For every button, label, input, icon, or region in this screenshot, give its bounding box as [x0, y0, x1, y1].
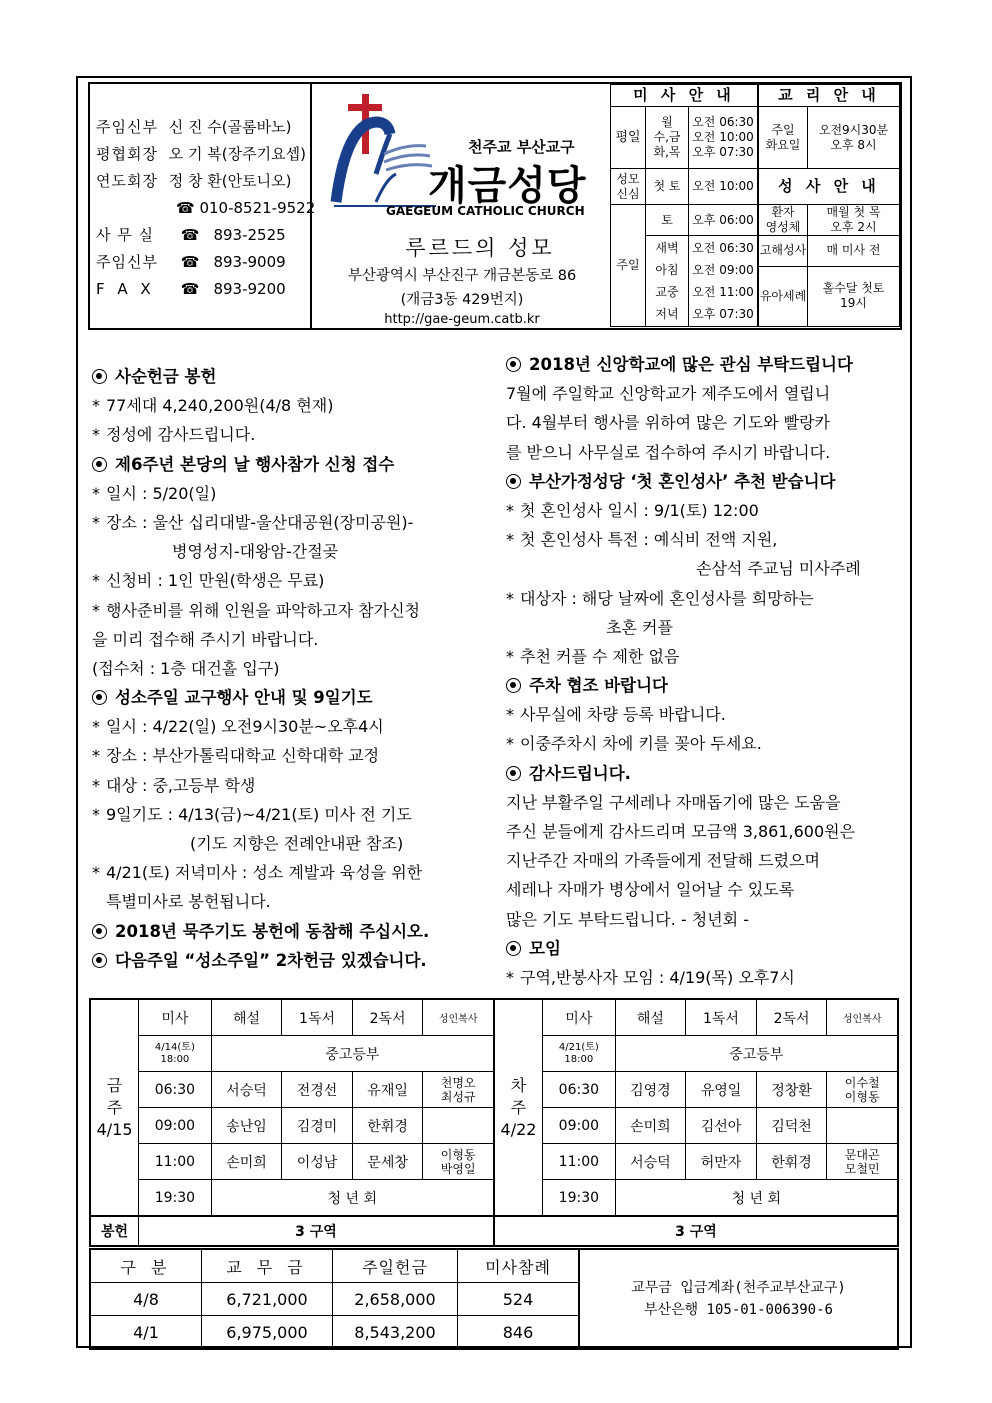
diocese-name: 천주교 부산교구	[468, 138, 575, 156]
contact-row-council: 평협회장 오 기 복(장주기요셉)	[96, 145, 306, 163]
church-logo-block	[314, 84, 610, 328]
website-link[interactable]: http://gae-geum.catb.kr	[384, 312, 540, 327]
sacrament-title: 성 사 안 내	[758, 169, 900, 205]
notice-heading: 모임	[506, 934, 906, 963]
bullet-icon	[506, 357, 521, 372]
account-info: 교무금 입금계좌(천주교부산교구) 부산은행 105-01-006390-6	[579, 1249, 898, 1349]
phone-icon: ☎	[176, 199, 195, 217]
bullet-icon	[92, 953, 107, 968]
star-icon: *	[92, 600, 100, 620]
bullet-icon	[92, 369, 107, 384]
mobile-row: ☎ 010-8521-9522	[176, 199, 316, 217]
bullet-icon	[506, 766, 521, 781]
bullet-icon	[92, 457, 107, 472]
first-sat-time: 오전 10:00	[689, 169, 759, 205]
parish-patron: 루르드의 성모	[405, 236, 555, 260]
bullet-icon	[506, 474, 521, 489]
contact-panel	[90, 84, 316, 328]
next-week-offering: 3 구역	[494, 1216, 898, 1246]
this-week-offering: 3 구역	[139, 1216, 494, 1246]
notice-heading: 다음주일 “성소주일” 2차헌금 있겠습니다.	[92, 946, 492, 975]
mass-info-title: 미 사 안 내	[611, 85, 759, 107]
star-icon: *	[506, 646, 514, 666]
ministry-schedule-table: 금 주 4/15 미사 해설 1독서 2독서 성인복사 차 주 4/22 미사 해설 1독서 2독서 성인복사 4/14(토) 18:00 중고등부 4/21(토) 18:00 중고등부 06:30 서승덕 전경선 유재일 천명오 최성규 06:30 김영경 유영일 정창환 이수철 이형동 09:00 송난임 김경미 한휘경 09:00 손미희 김선아 김덕천 11:00 손미희 이성남 문세창 이형동 박영일 11:00 서승덕 허만자 한휘경 문대곤 모철민 19:30 청 년 회 19:30 청 년 회 봉헌 3 구역 3 구역	[89, 998, 899, 1247]
bullet-icon	[506, 941, 521, 956]
star-icon: *	[506, 705, 514, 725]
weekday-days: 월 수,금 화,목	[646, 107, 689, 169]
star-icon: *	[92, 775, 100, 795]
catechism-days: 주일 화요일	[758, 107, 808, 169]
star-icon: *	[92, 571, 100, 591]
notice-heading: 사순헌금 봉헌	[92, 362, 492, 391]
notice-heading: 감사드립니다.	[506, 759, 906, 788]
star-icon: *	[92, 512, 100, 532]
catechism-title: 교 리 안 내	[758, 85, 900, 107]
star-icon: *	[92, 483, 100, 503]
contact-row-yeondo: 연도회장 정 창 환(안토니오)	[96, 172, 292, 190]
header	[88, 82, 902, 330]
bullet-icon	[92, 690, 107, 705]
notice-heading: 제6주년 본당의 날 행사참가 신청 접수	[92, 450, 492, 479]
first-sat-label: 성모 신심	[611, 169, 646, 205]
sick-communion-time: 매월 첫 목 오후 2시	[808, 205, 900, 236]
phone-row-pastor: 주임신부 ☎ 893-9009	[96, 253, 286, 271]
sunday-label: 주일	[611, 205, 646, 327]
sacrament-cells	[758, 236, 900, 327]
notice-heading: 주차 협조 바랍니다	[506, 671, 906, 700]
this-week-label: 금 주 4/15	[90, 999, 139, 1216]
next-week-label: 차 주 4/22	[494, 999, 543, 1216]
address-line-1: 부산광역시 부산진구 개금본동로 86	[347, 268, 577, 284]
weekday-label: 평일	[611, 107, 646, 169]
notice-heading: 성소주일 교구행사 안내 및 9일기도	[92, 683, 492, 712]
bullet-icon	[506, 678, 521, 693]
finance-table: 구 분 교 무 금 주일헌금 미사참례 교무금 입금계좌(천주교부산교구) 부산은행 105-01-006390-6 4/8 6,721,000 2,658,000 524 4/1 6,975,000 8,543,200 846	[89, 1248, 899, 1350]
phone-icon: ☎	[180, 253, 200, 271]
catechism-times: 오전9시30분 오후 8시	[808, 107, 900, 169]
infant-baptism-time: 홀수달 첫토 19시	[808, 266, 900, 326]
star-icon: *	[92, 863, 100, 883]
star-icon: *	[92, 717, 100, 737]
address-line-2: (개금3동 429번지)	[400, 292, 524, 308]
left-notices: 사순헌금 봉헌 * 77세대 4,240,200원(4/8 현재) * 정성에 감사드립니다. 제6주년 본당의 날 행사참가 신청 접수 * 일시 : 5/20(일) * 장소 : 울산 십리대발-울산대공원(장미공원)- 병영성지-대왕암-간절곶 * 신청비 : 1인 만원(학생은 무료) * 행사준비를 위해 인원을 파악하고자 참가신청 을 미리 접수해 주시기 바랍니다. (접수처 : 1층 대건홀 입구) 성소주일 교구행사 안내 및 9일기도 * 일시 : 4/22(일) 오전9시30분~오후4시 * 장소 : 부산가톨릭대학교 신학대학 교정 * 대상 : 중,고등부 학생 * 9일기도 : 4/13(금)~4/21(토) 미사 전 기도 (기도 지향은 전례안내판 참조) * 4/21(토) 저녁미사 : 성소 계발과 육성을 위한 특별미사로 봉헌됩니다. 2018년 묵주기도 봉헌에 동참해 주십시오. 다음주일 “성소주일” 2차헌금 있겠습니다.	[92, 362, 492, 975]
weekday-times: 오전 06:30 오전 10:00 오후 07:30	[689, 107, 759, 169]
star-icon: *	[506, 967, 514, 987]
phone-row-office: 사 무 실 ☎ 893-2525	[96, 226, 286, 244]
offering-label: 봉헌	[90, 1216, 139, 1246]
contact-row-pastor: 주임신부 신 진 수(골롬바노)	[96, 118, 292, 136]
infant-baptism-label: 유아세례	[759, 288, 807, 303]
first-sat-day: 첫 토	[646, 169, 689, 205]
right-notices: 2018년 신앙학교에 많은 관심 부탁드립니다 7월에 주일학교 신앙학교가 제주도에서 열립니 다. 4월부터 행사를 위하여 많은 기도와 빨랑카 를 받으니 사무실로 접수하여 주시기 바랍니다. 부산가정성당 ‘첫 혼인성사’ 추천 받습니다 * 첫 혼인성사 일시 : 9/1(토) 12:00 * 첫 혼인성사 특전 : 예식비 전액 지원, 손삼석 주교님 미사주례 * 대상자 : 해당 날짜에 혼인성사를 희망하는 초혼 커플 * 추천 커플 수 제한 없음 주차 협조 바랍니다 * 사무실에 차량 등록 바랍니다. * 이중주차시 차에 키를 꽂아 두세요. 감사드립니다. 지난 부활주일 구세레나 자매돕기에 많은 도움을 주신 분들에게 감사드리며 모금액 3,861,600원은 지난주간 자매의 가족들에게 전달해 드렸으며 세레나 자매가 병상에서 일어날 수 있도록 많은 기도 부탁드립니다. - 청년회 - 모임 * 구역,반봉사자 모임 : 4/19(목) 오후7시	[506, 350, 906, 992]
church-name-english: GAEGEUM CATHOLIC CHURCH	[386, 204, 585, 218]
sunday-mass-names: 새벽 아침 교중 저녁	[646, 236, 689, 327]
star-icon: *	[92, 746, 100, 766]
notice-heading: 2018년 신앙학교에 많은 관심 부탁드립니다	[506, 350, 906, 379]
church-name: 개금성당	[428, 163, 587, 209]
confession-label: 고해성사	[759, 236, 808, 266]
star-icon: *	[506, 500, 514, 520]
star-icon: *	[506, 588, 514, 608]
star-icon: *	[92, 425, 100, 445]
sat-eve-day: 토	[646, 205, 689, 236]
star-icon: *	[92, 396, 100, 416]
phone-row-fax: F A X ☎ 893-9200	[96, 280, 286, 298]
star-icon: *	[506, 734, 514, 754]
star-icon: *	[92, 804, 100, 824]
sunday-mass-times: 오전 06:30 오전 09:00 오전 11:00 오후 07:30	[689, 236, 759, 327]
phone-icon: ☎	[180, 226, 200, 244]
bullet-icon	[92, 924, 107, 939]
confession-time: 매 미사 전	[808, 236, 900, 266]
star-icon: *	[506, 530, 514, 550]
sick-communion-label: 환자 영성체	[758, 205, 808, 236]
phone-icon: ☎	[180, 280, 200, 298]
notice-heading: 부산가정성당 ‘첫 혼인성사’ 추천 받습니다	[506, 467, 906, 496]
mass-info-table	[610, 84, 900, 327]
notice-heading: 2018년 묵주기도 봉헌에 동참해 주십시오.	[92, 917, 492, 946]
sat-eve-time: 오후 06:00	[689, 205, 759, 236]
